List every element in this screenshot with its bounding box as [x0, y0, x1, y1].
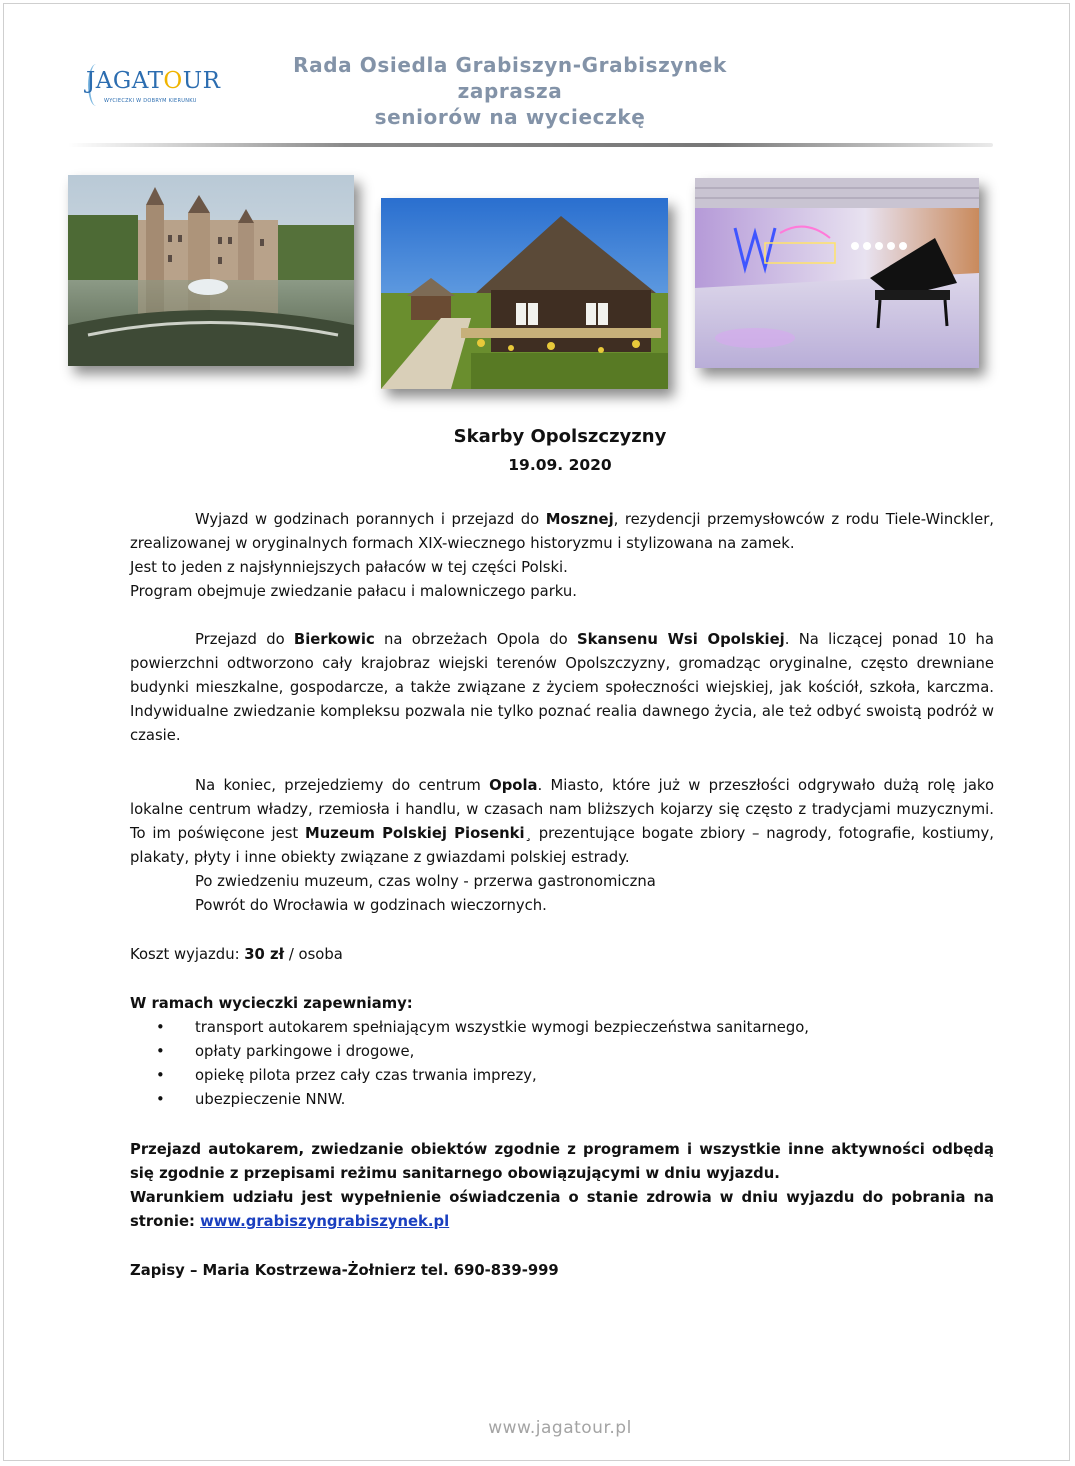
opole-line-return: Powrót do Wrocławia w godzinach wieczornych. — [195, 897, 547, 914]
sanitary-notice — [130, 1138, 994, 1234]
logo-sun-icon: O — [163, 68, 183, 94]
section-moszna — [130, 508, 994, 604]
cost-amount: 30 zł — [244, 946, 285, 963]
opole-paragraph: Na koniec, przejedziemy do centrum Opola. Miasto, które już w przeszłości odgrywało dużą rolę jako lokalne centrum władzy, rzemiosła i handlu, w czasach nam bliższych kojarzy się często z tradycjami muzycznymi. To im poświęcone jest Muzeum Polskiej Piosenki¸ prezentujące bogate zbiory – nagrody, fotografie, kostiumy, plakaty, płyty i inne obiekty związane z gwiazdami polskiej estrady. — [130, 777, 994, 866]
cost-line: Koszt wyjazdu: 30 zł / osoba — [130, 946, 343, 963]
photo-skansen-cottage — [381, 198, 668, 389]
opole-line-free-time: Po zwiedzeniu muzeum, czas wolny - przerwa gastronomiczna — [195, 873, 656, 890]
header-organizer: Rada Osiedla Grabiszyn-Grabiszynek — [293, 53, 727, 77]
logo-tagline: WYCIECZKI W DOBRYM KIERUNKU — [104, 98, 197, 104]
trip-title: Skarby Opolszczyzny — [453, 426, 667, 447]
header-invites: zaprasza — [457, 79, 563, 103]
jagatour-logo — [86, 62, 221, 112]
moszna-line-3: Program obejmuje zwiedzanie pałacu i malowniczego parku. — [130, 583, 578, 600]
section-opole — [130, 774, 994, 918]
moszna-name: Mosznej — [545, 511, 614, 528]
list-item: • opłaty parkingowe i drogowe, — [130, 1040, 994, 1064]
list-item: • opiekę pilota przez cały czas trwania imprezy, — [130, 1064, 994, 1088]
skansen-name: Skansenu Wsi Opolskiej — [576, 631, 785, 648]
registration-contact: Zapisy – Maria Kostrzewa-Żołnierz tel. 690-839-999 — [130, 1262, 559, 1279]
page-header — [200, 52, 820, 130]
photo-moszna-castle — [68, 175, 354, 366]
declaration-link[interactable]: www.grabiszyngrabiszynek.pl — [200, 1213, 450, 1230]
logo-wordmark: JAGATOUR — [86, 68, 221, 94]
list-item: • ubezpieczenie NNW. — [130, 1088, 994, 1112]
list-item: • transport autokarem spełniającym wszystkie wymogi bezpieczeństwa sanitarnego, — [130, 1016, 994, 1040]
sanitary-paragraph: Przejazd autokarem, zwiedzanie obiektów zgodnie z programem i wszystkie inne aktywności odbędą się zgodnie z przepisami reżimu sanitarnego obowiązującymi w dniu wyjazdu. — [130, 1141, 994, 1182]
moszna-paragraph: Wyjazd w godzinach porannych i przejazd do Mosznej, rezydencji przemysłowców z rodu Tiele-Winckler, zrealizowanej w oryginalnych formach XIX-wiecznego historyzmu i stylizowana na zamek. — [130, 511, 994, 552]
skansen-paragraph: Przejazd do Bierkowic na obrzeżach Opola do Skansenu Wsi Opolskiej. Na liczącej ponad 10 ha powierzchni odtworzono cały krajobraz wiejski terenów Opolszczyzny, gromadząc oryginalne, często drewniane budynki mieszkalne, gospodarcze, a także związane z życiem społeczności wiejskiej, jak kościół, szkoła, karczma. Indywidualne zwiedzanie kompleksu pozwala nie tylko poznać realia dawnego życia, ale też odbyć swoistą podróż w czasie. — [130, 631, 994, 744]
header-audience: seniorów na wycieczkę — [374, 105, 646, 129]
trip-date: 19.09. 2020 — [508, 456, 612, 474]
included-heading: W ramach wycieczki zapewniamy: — [130, 995, 413, 1012]
photo-music-museum — [695, 178, 979, 368]
header-divider — [68, 143, 993, 147]
museum-name: Muzeum Polskiej Piosenki — [305, 825, 525, 842]
section-skansen — [130, 628, 994, 748]
footer-url: www.jagatour.pl — [488, 1418, 632, 1438]
health-declaration-paragraph: Warunkiem udziału jest wypełnienie oświadczenia o stanie zdrowia w dniu wyjazdu do pobrania na stronie: www.grabiszyngrabiszynek.pl — [130, 1189, 994, 1230]
opole-name: Opola — [489, 777, 538, 794]
included-list — [130, 1016, 994, 1112]
bierkowice-name: Bierkowic — [293, 631, 375, 648]
included-section — [130, 992, 994, 1112]
moszna-line-2: Jest to jeden z najsłynniejszych pałaców w tej części Polski. — [130, 559, 568, 576]
